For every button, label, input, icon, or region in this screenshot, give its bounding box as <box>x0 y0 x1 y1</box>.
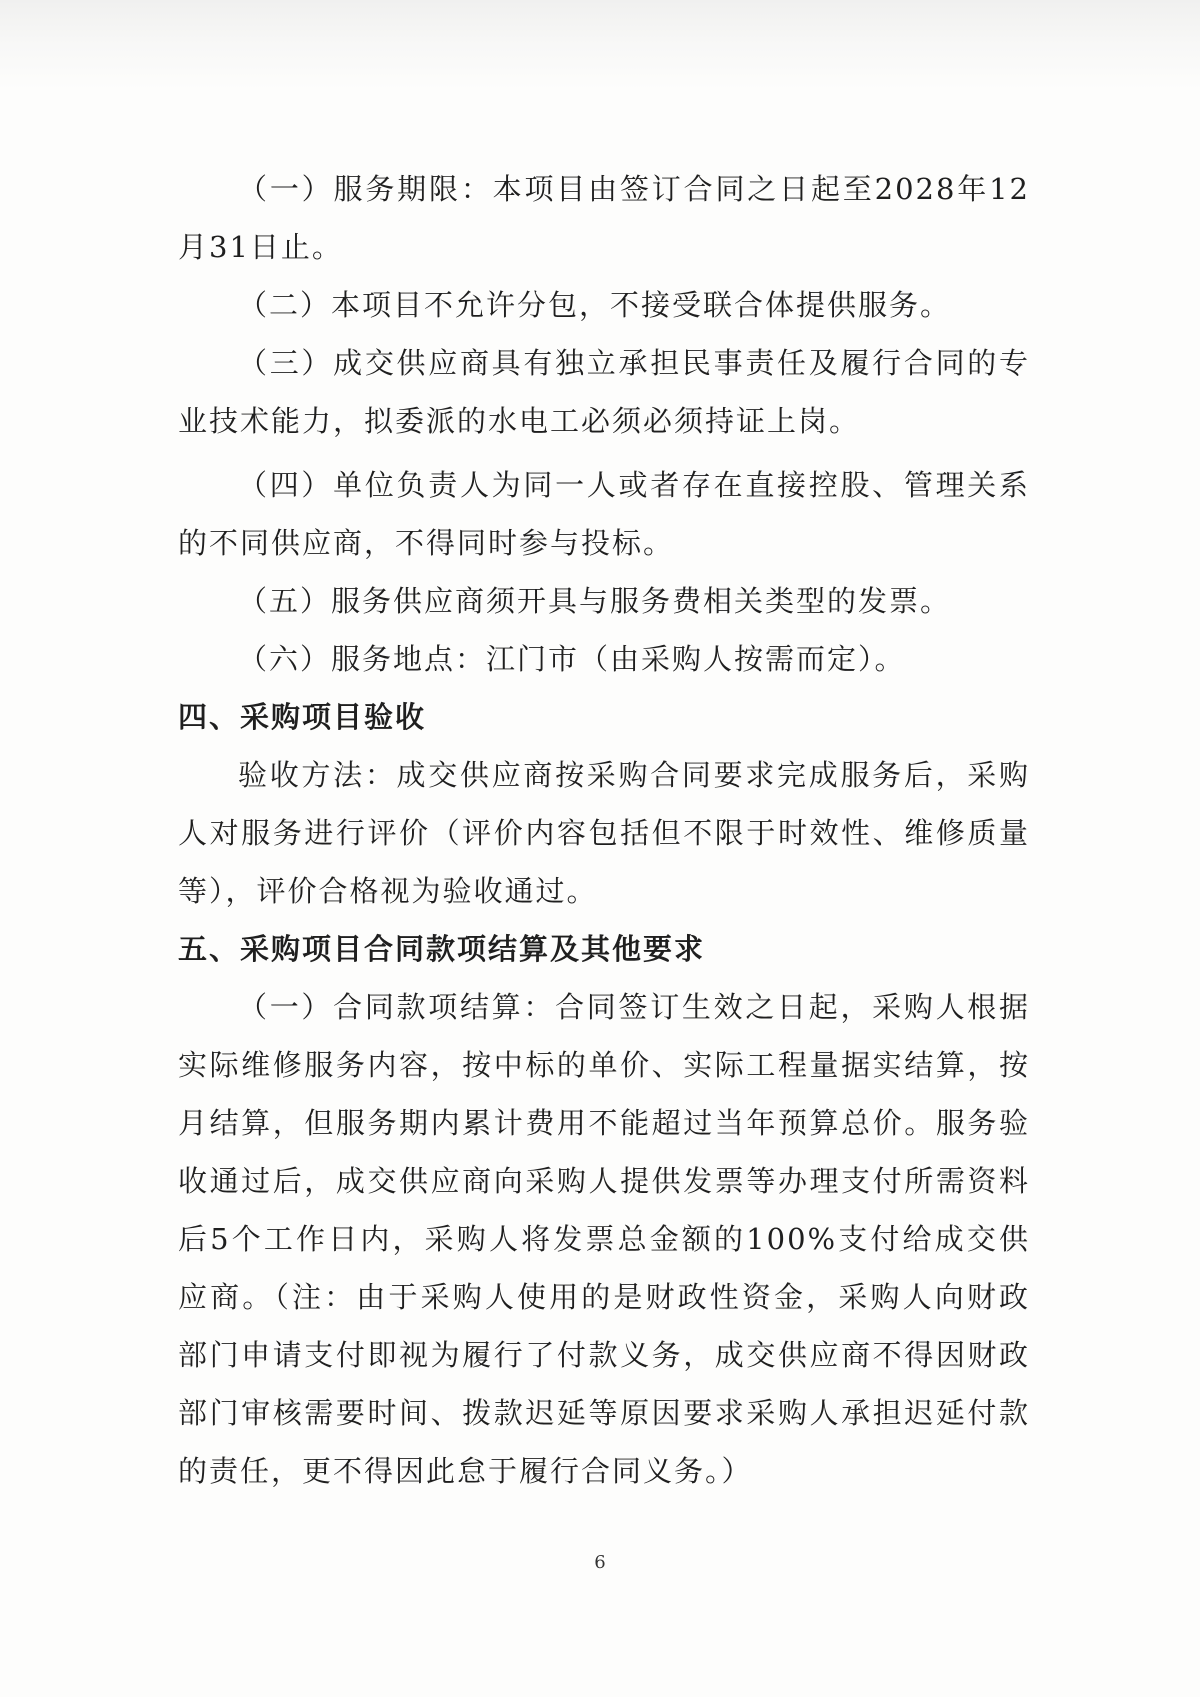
paragraph-no-subcontract: （二）本项目不允许分包，不接受联合体提供服务。 <box>238 288 952 322</box>
section-heading-acceptance: 四、采购项目验收 <box>178 700 427 734</box>
paragraph-acceptance-method: 验收方法：成交供应商按采购合同要求完成服务后，采购人对服务进行评价（评价内容包括但不限于时效性、维修质量等），评价合格视为验收通过。 <box>178 758 1030 908</box>
paragraph-supplier-capability: （三）成交供应商具有独立承担民事责任及履行合同的专业技术能力，拟委派的水电工必须必须持证上岗。 <box>178 346 1030 438</box>
page-number: 6 <box>594 1552 606 1573</box>
section-heading-settlement: 五、采购项目合同款项结算及其他要求 <box>178 932 706 966</box>
document-body <box>178 160 1030 1500</box>
paragraph-contract-settlement: （一）合同款项结算：合同签订生效之日起，采购人根据实际维修服务内容，按中标的单价、实际工程量据实结算，按月结算，但服务期内累计费用不能超过当年预算总价。服务验收通过后，成交供应商向采购人提供发票等办理支付所需资料后5个工作日内，采购人将发票总金额的100%支付给成交供应商。（注：由于采购人使用的是财政性资金，采购人向财政部门申请支付即视为履行了付款义务，成交供应商不得因财政部门审核需要时间、拨款迟延等原因要求采购人承担迟延付款的责任，更不得因此怠于履行合同义务。） <box>178 990 1030 1488</box>
paragraph-invoice: （五）服务供应商须开具与服务费相关类型的发票。 <box>238 584 952 618</box>
paragraph-service-location: （六）服务地点：江门市（由采购人按需而定）。 <box>238 642 906 676</box>
paragraph-same-responsible-person: （四）单位负责人为同一人或者存在直接控股、管理关系的不同供应商，不得同时参与投标。 <box>178 468 1030 560</box>
paragraph-service-period: （一）服务期限：本项目由签订合同之日起至2028年12月31日止。 <box>178 172 1030 264</box>
scan-top-shading <box>0 0 1200 90</box>
